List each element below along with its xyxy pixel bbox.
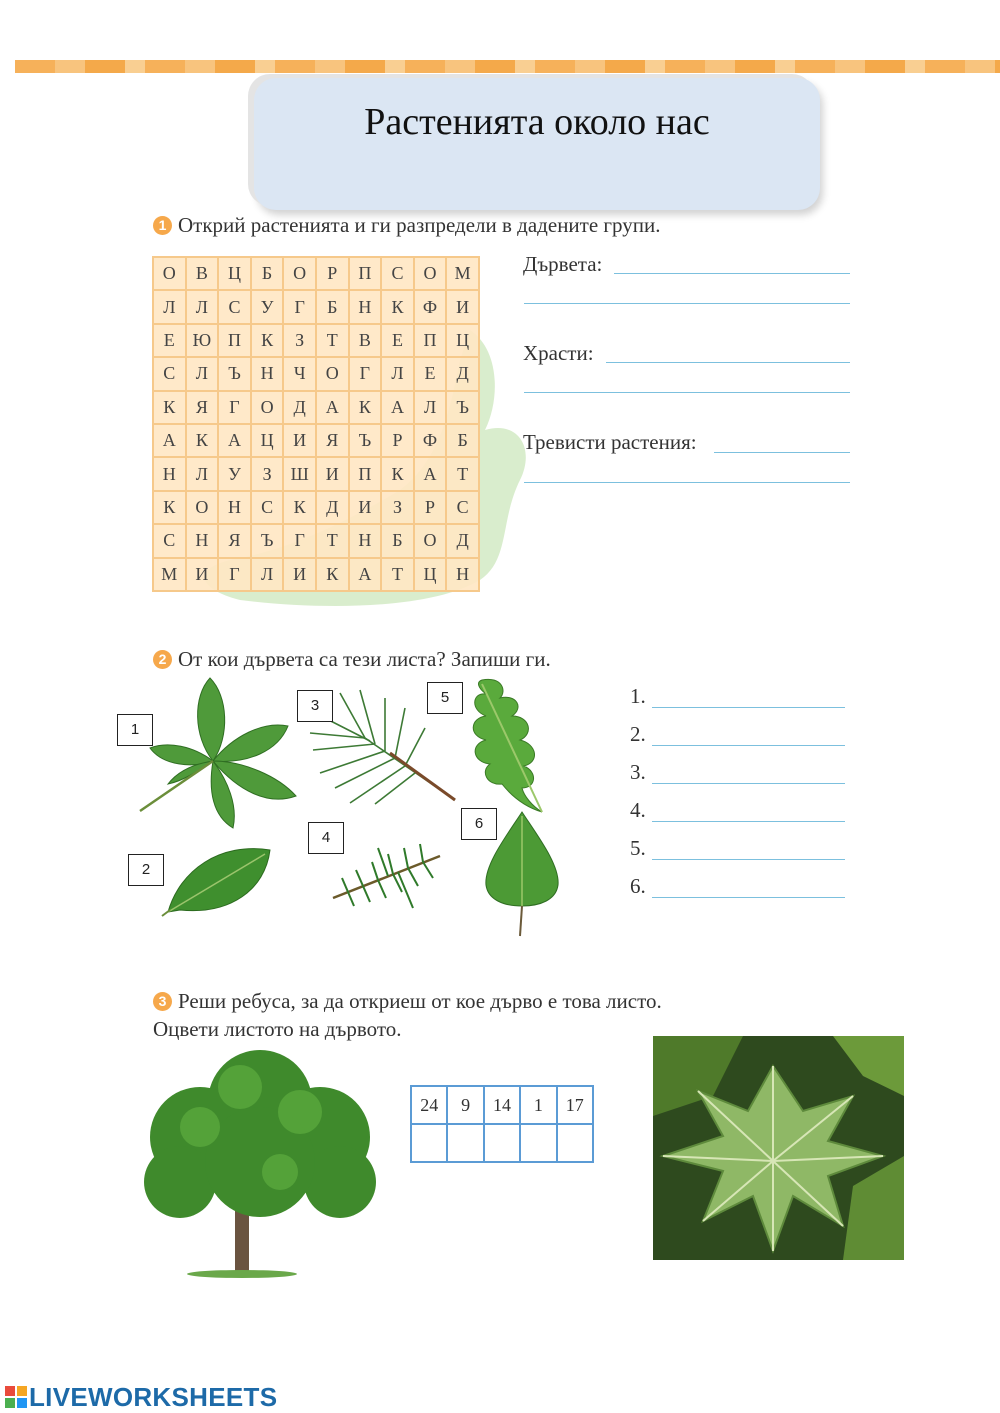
word-search-cell[interactable]: Ф	[414, 424, 447, 457]
word-search-cell[interactable]: Ц	[251, 424, 284, 457]
word-search-cell[interactable]: Ю	[186, 324, 219, 357]
trees-answer-line-1[interactable]	[614, 273, 850, 274]
word-search-cell[interactable]: Л	[186, 357, 219, 390]
leaf-label-4: 4	[308, 822, 344, 854]
task-number-badge: 3	[153, 992, 172, 1011]
task-3-heading	[153, 989, 662, 1014]
word-search-cell[interactable]: Д	[446, 357, 479, 390]
word-search-row	[153, 257, 479, 290]
answer-number-5: 5.	[630, 836, 646, 860]
leaf-label-2: 2	[128, 854, 164, 886]
spruce-twig-image	[328, 828, 446, 913]
rebus-answer-cell[interactable]	[411, 1124, 447, 1162]
word-search-cell[interactable]: О	[283, 257, 316, 290]
leaf-label-3: 3	[297, 690, 333, 722]
word-search-cell[interactable]: М	[153, 558, 186, 591]
task-3-text-line-2: Оцвети листото на дървото.	[153, 1017, 402, 1041]
word-search-row	[153, 424, 479, 457]
page-title: Растенията около нас	[364, 101, 710, 143]
leaf-label-1: 1	[117, 714, 153, 746]
word-search-cell[interactable]: Н	[218, 491, 251, 524]
word-search-cell[interactable]: С	[218, 290, 251, 323]
word-search-row	[153, 290, 479, 323]
word-search-cell[interactable]: Т	[381, 558, 414, 591]
word-search-cell[interactable]: Д	[446, 524, 479, 557]
decorative-top-band	[15, 60, 1000, 73]
rebus-number-cell: 1	[520, 1086, 556, 1124]
word-search-cell[interactable]: Ч	[283, 357, 316, 390]
word-search-cell[interactable]: О	[414, 257, 447, 290]
word-search-row	[153, 391, 479, 424]
title-box	[254, 78, 820, 210]
word-search-cell[interactable]: Л	[414, 391, 447, 424]
task-3-text-line-1: Реши ребуса, за да откриеш от кое дърво е това листо.	[178, 989, 662, 1013]
word-search-cell[interactable]: К	[186, 424, 219, 457]
word-search-cell[interactable]: Г	[283, 290, 316, 323]
herbs-answer-line-1[interactable]	[714, 452, 850, 453]
word-search-cell[interactable]: Н	[153, 457, 186, 490]
word-search-cell[interactable]: Г	[218, 391, 251, 424]
word-search-cell[interactable]: Л	[186, 457, 219, 490]
task-number-badge: 2	[153, 650, 172, 669]
word-search-cell[interactable]: Н	[349, 290, 382, 323]
word-search-row	[153, 558, 479, 591]
word-search-cell[interactable]: Н	[349, 524, 382, 557]
word-search-cell[interactable]: Г	[283, 524, 316, 557]
word-search-cell[interactable]: Т	[316, 324, 349, 357]
word-search-cell[interactable]: И	[283, 558, 316, 591]
word-search-cell[interactable]: Г	[349, 357, 382, 390]
word-search-cell[interactable]: О	[316, 357, 349, 390]
task-number-badge: 1	[153, 216, 172, 235]
word-search-cell[interactable]: К	[283, 491, 316, 524]
word-search-cell[interactable]: З	[283, 324, 316, 357]
word-search-cell[interactable]: Л	[381, 357, 414, 390]
answer-line-2[interactable]	[652, 745, 845, 746]
group-label-shrubs: Храсти:	[523, 341, 594, 365]
word-search-cell[interactable]: Р	[381, 424, 414, 457]
word-search-cell[interactable]: Н	[446, 558, 479, 591]
word-search-row	[153, 357, 479, 390]
word-search-cell[interactable]: А	[218, 424, 251, 457]
word-search-cell[interactable]: Ъ	[349, 424, 382, 457]
word-search-cell[interactable]: О	[186, 491, 219, 524]
word-search-cell[interactable]: А	[153, 424, 186, 457]
word-search-cell[interactable]: А	[349, 558, 382, 591]
answer-line-6[interactable]	[652, 897, 845, 898]
word-search-row	[153, 324, 479, 357]
word-search-cell[interactable]: Ц	[414, 558, 447, 591]
word-search-cell[interactable]: Е	[381, 324, 414, 357]
answer-number-3: 3.	[630, 760, 646, 784]
word-search-cell[interactable]: К	[381, 290, 414, 323]
word-search-cell[interactable]: Д	[316, 491, 349, 524]
word-search-cell[interactable]: З	[381, 491, 414, 524]
word-search-cell[interactable]: У	[218, 457, 251, 490]
word-search-cell[interactable]: Г	[218, 558, 251, 591]
word-search-cell[interactable]: К	[381, 457, 414, 490]
answer-number-6: 6.	[630, 874, 646, 898]
word-search-cell[interactable]: А	[381, 391, 414, 424]
word-search-cell[interactable]: И	[446, 290, 479, 323]
word-search-cell[interactable]: И	[283, 424, 316, 457]
word-search-cell[interactable]: К	[153, 391, 186, 424]
word-search-cell[interactable]: П	[349, 457, 382, 490]
word-search-cell[interactable]: Б	[316, 290, 349, 323]
word-search-cell[interactable]: Ц	[446, 324, 479, 357]
rebus-number-cell: 17	[557, 1086, 593, 1124]
word-search-cell[interactable]: Ъ	[251, 524, 284, 557]
leaf-label-6: 6	[461, 808, 497, 840]
word-search-cell[interactable]: Я	[316, 424, 349, 457]
word-search-cell[interactable]: К	[251, 324, 284, 357]
oak-leaf-image	[462, 676, 552, 816]
rebus-number-cell: 14	[484, 1086, 520, 1124]
word-search-cell[interactable]: В	[186, 257, 219, 290]
task-2-heading	[153, 647, 551, 672]
rebus-answer-cell[interactable]	[520, 1124, 556, 1162]
group-label-herbs: Тревисти растения:	[523, 430, 697, 454]
liveworksheets-logo[interactable]	[5, 1382, 277, 1413]
beech-leaf-image	[160, 840, 275, 918]
word-search-cell[interactable]: С	[153, 357, 186, 390]
task-1-text: Открий растенията и ги разпредели в дадените групи.	[178, 213, 661, 237]
word-search-cell[interactable]: И	[316, 457, 349, 490]
word-search-cell[interactable]: С	[381, 257, 414, 290]
answer-line-4[interactable]	[652, 821, 845, 822]
word-search-cell[interactable]: Я	[218, 524, 251, 557]
horse-chestnut-leaf-image	[138, 676, 303, 831]
trees-answer-line-2[interactable]	[524, 303, 850, 304]
word-search-cell[interactable]: Т	[316, 524, 349, 557]
word-search-cell[interactable]: П	[349, 257, 382, 290]
word-search-cell[interactable]: С	[446, 491, 479, 524]
word-search-cell[interactable]: К	[349, 391, 382, 424]
word-search-cell[interactable]: Ф	[414, 290, 447, 323]
word-search-cell[interactable]: Ъ	[218, 357, 251, 390]
plane-tree-leaf-photo	[653, 1036, 904, 1260]
word-search-cell[interactable]: С	[251, 491, 284, 524]
word-search-grid	[152, 256, 480, 592]
word-search-cell[interactable]: И	[186, 558, 219, 591]
logo-squares-icon	[5, 1386, 27, 1408]
word-search-cell[interactable]: Ц	[218, 257, 251, 290]
word-search-row	[153, 457, 479, 490]
word-search-cell[interactable]: Б	[251, 257, 284, 290]
word-search-row	[153, 524, 479, 557]
word-search-cell[interactable]: К	[316, 558, 349, 591]
task-1-heading	[153, 213, 660, 238]
answer-number-1: 1.	[630, 684, 646, 708]
rebus-answer-cell[interactable]	[557, 1124, 593, 1162]
word-search-cell[interactable]: К	[153, 491, 186, 524]
task-2-text: От кои дървета са тези листа? Запиши ги.	[178, 647, 551, 671]
logo-text: LIVEWORKSHEETS	[29, 1382, 278, 1412]
answer-line-5[interactable]	[652, 859, 845, 860]
rebus-number-cell: 9	[447, 1086, 483, 1124]
word-search-cell[interactable]: Л	[153, 290, 186, 323]
word-search-cell[interactable]: Д	[283, 391, 316, 424]
word-search-row	[153, 491, 479, 524]
rebus-answer-cell[interactable]	[484, 1124, 520, 1162]
word-search-cell[interactable]: Я	[186, 391, 219, 424]
herbs-answer-line-2[interactable]	[524, 482, 850, 483]
rebus-numbers-row	[411, 1086, 593, 1124]
answer-line-3[interactable]	[652, 783, 845, 784]
word-search-cell[interactable]: Р	[316, 257, 349, 290]
word-search-cell[interactable]: Е	[153, 324, 186, 357]
rebus-number-cell: 24	[411, 1086, 447, 1124]
leaf-label-5: 5	[427, 682, 463, 714]
word-search-cell[interactable]: Н	[186, 524, 219, 557]
word-search-cell[interactable]: П	[218, 324, 251, 357]
word-search-cell[interactable]: Б	[446, 424, 479, 457]
answer-number-2: 2.	[630, 722, 646, 746]
word-search-cell[interactable]: О	[153, 257, 186, 290]
word-search-cell[interactable]: П	[414, 324, 447, 357]
word-search-cell[interactable]: Ъ	[446, 391, 479, 424]
rebus-answer-row	[411, 1124, 593, 1162]
shrubs-answer-line-2[interactable]	[524, 392, 850, 393]
word-search-cell[interactable]: И	[349, 491, 382, 524]
word-search-cell[interactable]: Б	[381, 524, 414, 557]
word-search-cell[interactable]: Л	[186, 290, 219, 323]
word-search-cell[interactable]: А	[316, 391, 349, 424]
word-search-cell[interactable]: Н	[251, 357, 284, 390]
word-search-cell[interactable]: У	[251, 290, 284, 323]
word-search-cell[interactable]: А	[414, 457, 447, 490]
word-search-cell[interactable]: Р	[414, 491, 447, 524]
word-search-cell[interactable]: М	[446, 257, 479, 290]
rebus-answer-cell[interactable]	[447, 1124, 483, 1162]
tree-image	[140, 1042, 382, 1280]
answer-line-1[interactable]	[652, 707, 845, 708]
word-search-cell[interactable]: Ш	[283, 457, 316, 490]
word-search-cell[interactable]: С	[153, 524, 186, 557]
word-search-cell[interactable]: З	[251, 457, 284, 490]
shrubs-answer-line-1[interactable]	[606, 362, 850, 363]
word-search-cell[interactable]: О	[251, 391, 284, 424]
group-label-trees: Дървета:	[523, 252, 603, 276]
word-search-cell[interactable]: Л	[251, 558, 284, 591]
word-search-cell[interactable]: О	[414, 524, 447, 557]
word-search-cell[interactable]: Е	[414, 357, 447, 390]
word-search-cell[interactable]: Т	[446, 457, 479, 490]
rebus-table	[410, 1085, 594, 1163]
answer-number-4: 4.	[630, 798, 646, 822]
word-search-cell[interactable]: В	[349, 324, 382, 357]
